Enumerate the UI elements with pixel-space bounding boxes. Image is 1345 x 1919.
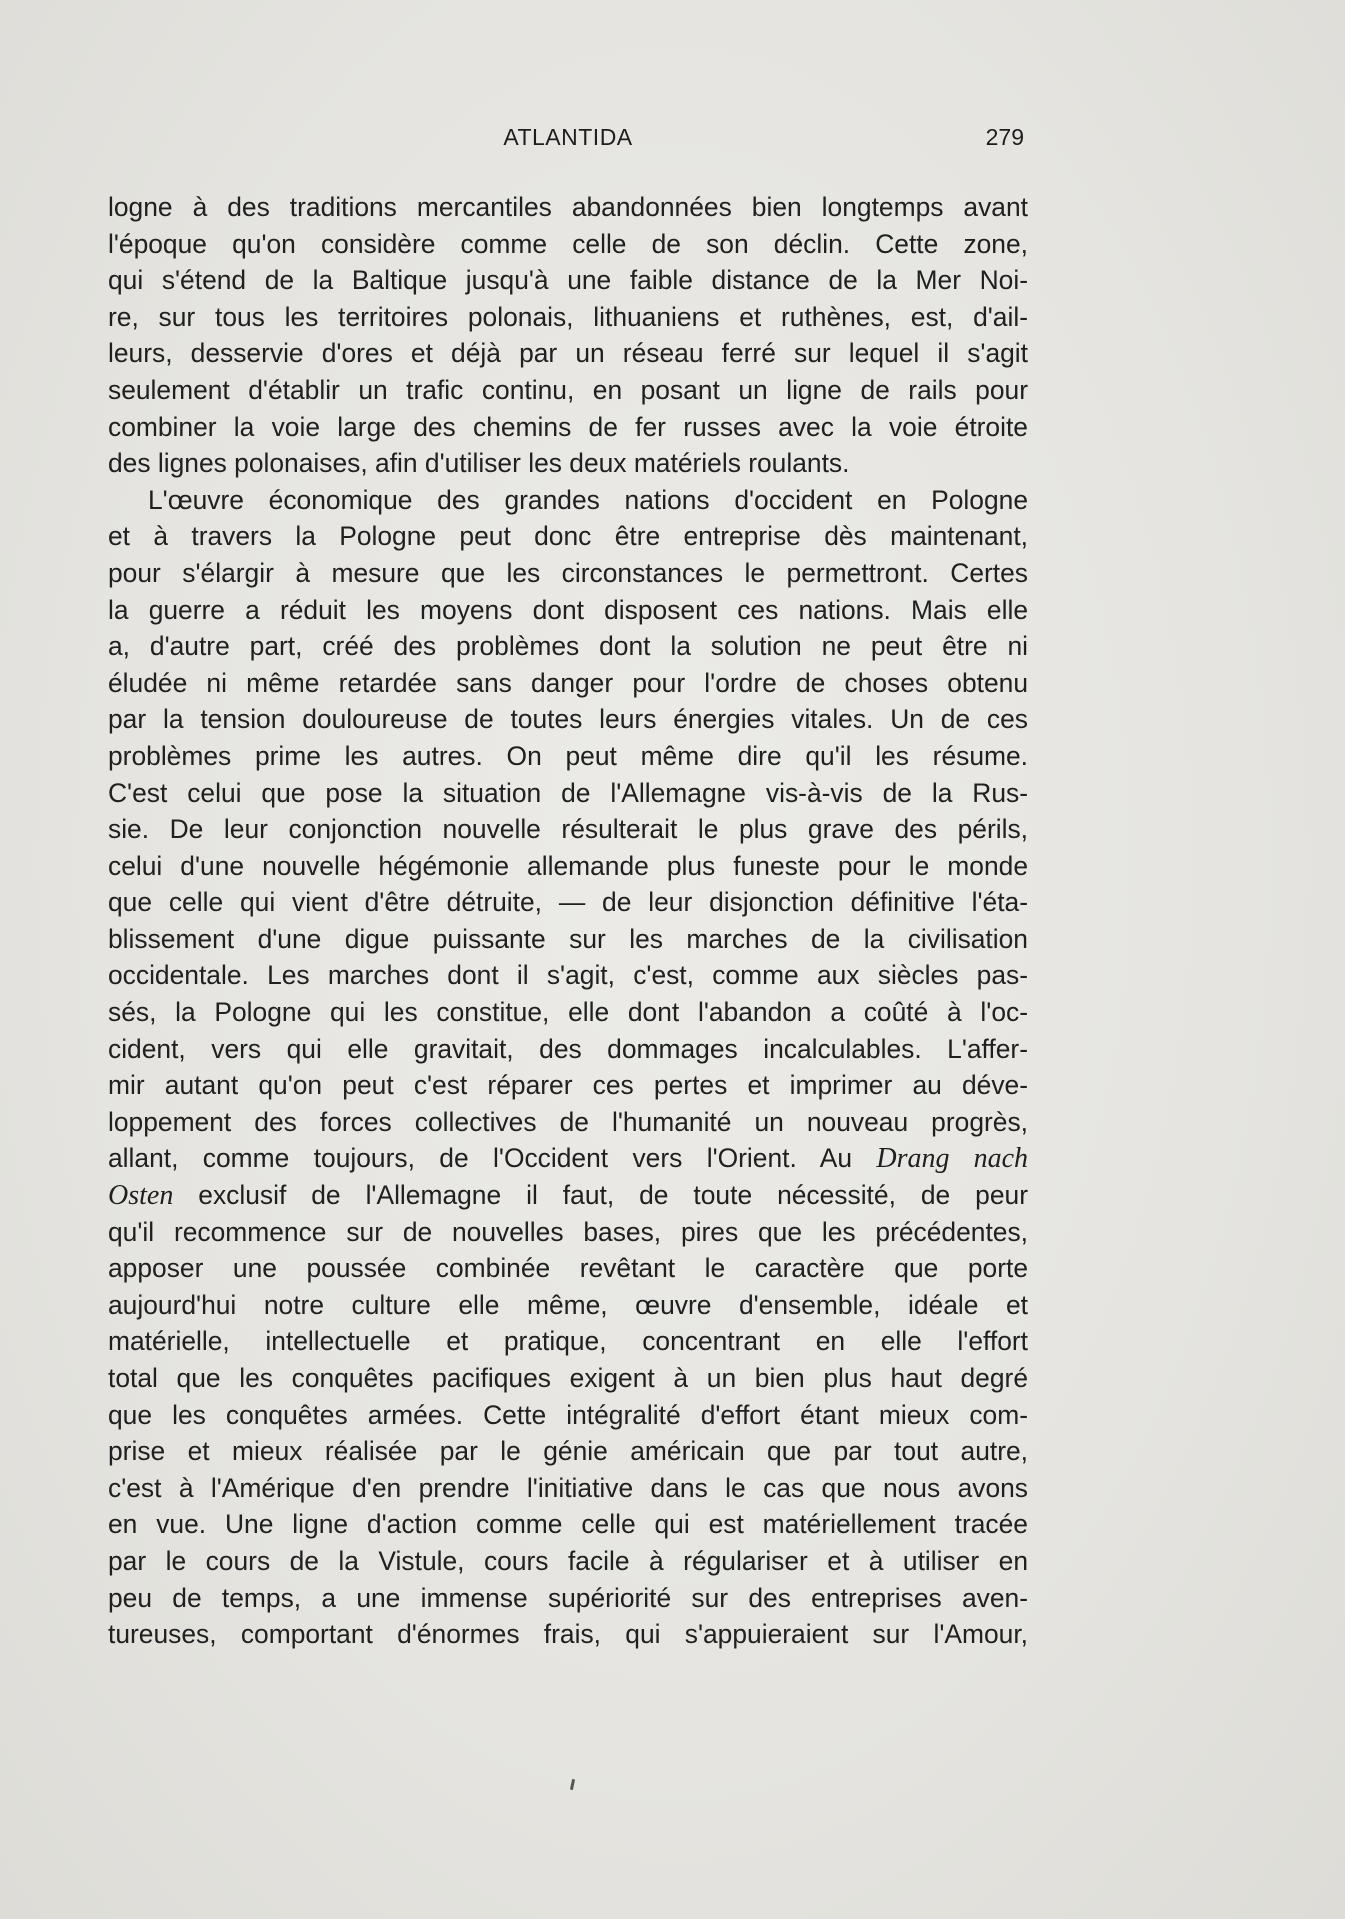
ink-speck bbox=[570, 1779, 575, 1790]
text-line: l'époque qu'on considère comme celle de son déclin. Cette zone, bbox=[108, 228, 1028, 259]
text-line: pour s'élargir à mesure que les circonstances le permettront. Certes bbox=[108, 557, 1028, 588]
text-line: que celle qui vient d'être détruite, — de leur disjonction définitive l'éta- bbox=[108, 887, 1028, 918]
text-line bbox=[108, 1177, 1028, 1214]
text-line: C'est celui que pose la situation de l'Allemagne vis-à-vis de la Rus- bbox=[108, 777, 1028, 808]
text-line: occidentale. Les marches dont il s'agit, c'est, comme aux siècles pas- bbox=[108, 960, 1028, 991]
text-line: que les conquêtes armées. Cette intégralité d'effort étant mieux com- bbox=[108, 1399, 1028, 1430]
italic-phrase: Osten bbox=[108, 1180, 174, 1212]
text-line: apposer une poussée combinée revêtant le caractère que porte bbox=[108, 1253, 1028, 1284]
text-line: cident, vers qui elle gravitait, des dommages incalculables. L'affer- bbox=[108, 1033, 1028, 1064]
text-line: logne à des traditions mercantiles abandonnées bien longtemps avant bbox=[108, 192, 1028, 222]
text-line: total que les conquêtes pacifiques exigent à un bien plus haut degré bbox=[108, 1363, 1028, 1393]
text-line: loppement des forces collectives de l'humanité un nouveau progrès, bbox=[108, 1106, 1028, 1137]
text-line: par la tension douloureuse de toutes leurs énergies vitales. Un de ces bbox=[108, 704, 1028, 735]
text-line: celui d'une nouvelle hégémonie allemande plus funeste pour le monde bbox=[108, 850, 1028, 881]
running-title: ATLANTIDA bbox=[503, 124, 633, 150]
page-header bbox=[108, 124, 1028, 158]
text-line: seulement d'établir un trafic continu, en posant un ligne de rails pour bbox=[108, 374, 1028, 405]
text-line: L'œuvre économique des grandes nations d'occident en Pologne bbox=[148, 484, 1028, 515]
text-line: la guerre a réduit les moyens dont disposent ces nations. Mais elle bbox=[108, 594, 1028, 625]
text-line: qu'il recommence sur de nouvelles bases, pires que les précédentes, bbox=[108, 1216, 1028, 1247]
italic-phrase: Drang nach bbox=[876, 1143, 1028, 1175]
text-line: mir autant qu'on peut c'est réparer ces pertes et imprimer au déve- bbox=[108, 1070, 1028, 1101]
text-segment: allant, comme toujours, de l'Occident vers l'Orient. Au bbox=[108, 1143, 853, 1174]
text-line: problèmes prime les autres. On peut même dire qu'il les résume. bbox=[108, 740, 1028, 771]
text-line: matérielle, intellectuelle et pratique, concentrant en elle l'effort bbox=[108, 1326, 1028, 1357]
text-line: par le cours de la Vistule, cours facile à régulariser et à utiliser en bbox=[108, 1545, 1028, 1576]
text-line: prise et mieux réalisée par le génie américain que par tout autre, bbox=[108, 1436, 1028, 1467]
text-line: combiner la voie large des chemins de fer russes avec la voie étroite bbox=[108, 411, 1028, 442]
text-line: éludée ni même retardée sans danger pour l'ordre de choses obtenu bbox=[108, 667, 1028, 698]
text-line: sie. De leur conjonction nouvelle résulterait le plus grave des périls, bbox=[108, 814, 1028, 845]
text-line: tureuses, comportant d'énormes frais, qui s'appuieraient sur l'Amour, bbox=[108, 1619, 1028, 1650]
text-line bbox=[108, 1140, 1028, 1177]
text-line: blissement d'une digue puissante sur les marches de la civilisation bbox=[108, 923, 1028, 954]
page-number: 279 bbox=[985, 124, 1024, 150]
text-line: leurs, desservie d'ores et déjà par un réseau ferré sur lequel il s'agit bbox=[108, 338, 1028, 369]
text-segment: exclusif de l'Allemagne il faut, de toute nécessité, de peur bbox=[198, 1180, 1028, 1211]
text-line: c'est à l'Amérique d'en prendre l'initiative dans le cas que nous avons bbox=[108, 1472, 1028, 1503]
text-line: re, sur tous les territoires polonais, lithuaniens et ruthènes, est, d'ail- bbox=[108, 301, 1028, 332]
text-line: aujourd'hui notre culture elle même, œuvre d'ensemble, idéale et bbox=[108, 1289, 1028, 1320]
text-line: et à travers la Pologne peut donc être entreprise dès maintenant, bbox=[108, 521, 1028, 552]
text-line: sés, la Pologne qui les constitue, elle dont l'abandon a coûté à l'oc- bbox=[108, 997, 1028, 1028]
text-line: a, d'autre part, créé des problèmes dont la solution ne peut être ni bbox=[108, 631, 1028, 662]
body-text bbox=[108, 189, 1028, 1653]
text-line: des lignes polonaises, afin d'utiliser les deux matériels roulants. bbox=[108, 448, 850, 479]
text-line: qui s'étend de la Baltique jusqu'à une faible distance de la Mer Noi- bbox=[108, 265, 1028, 296]
text-line: peu de temps, a une immense supériorité sur des entreprises aven- bbox=[108, 1582, 1028, 1613]
text-line: en vue. Une ligne d'action comme celle qui est matériellement tracée bbox=[108, 1509, 1028, 1540]
